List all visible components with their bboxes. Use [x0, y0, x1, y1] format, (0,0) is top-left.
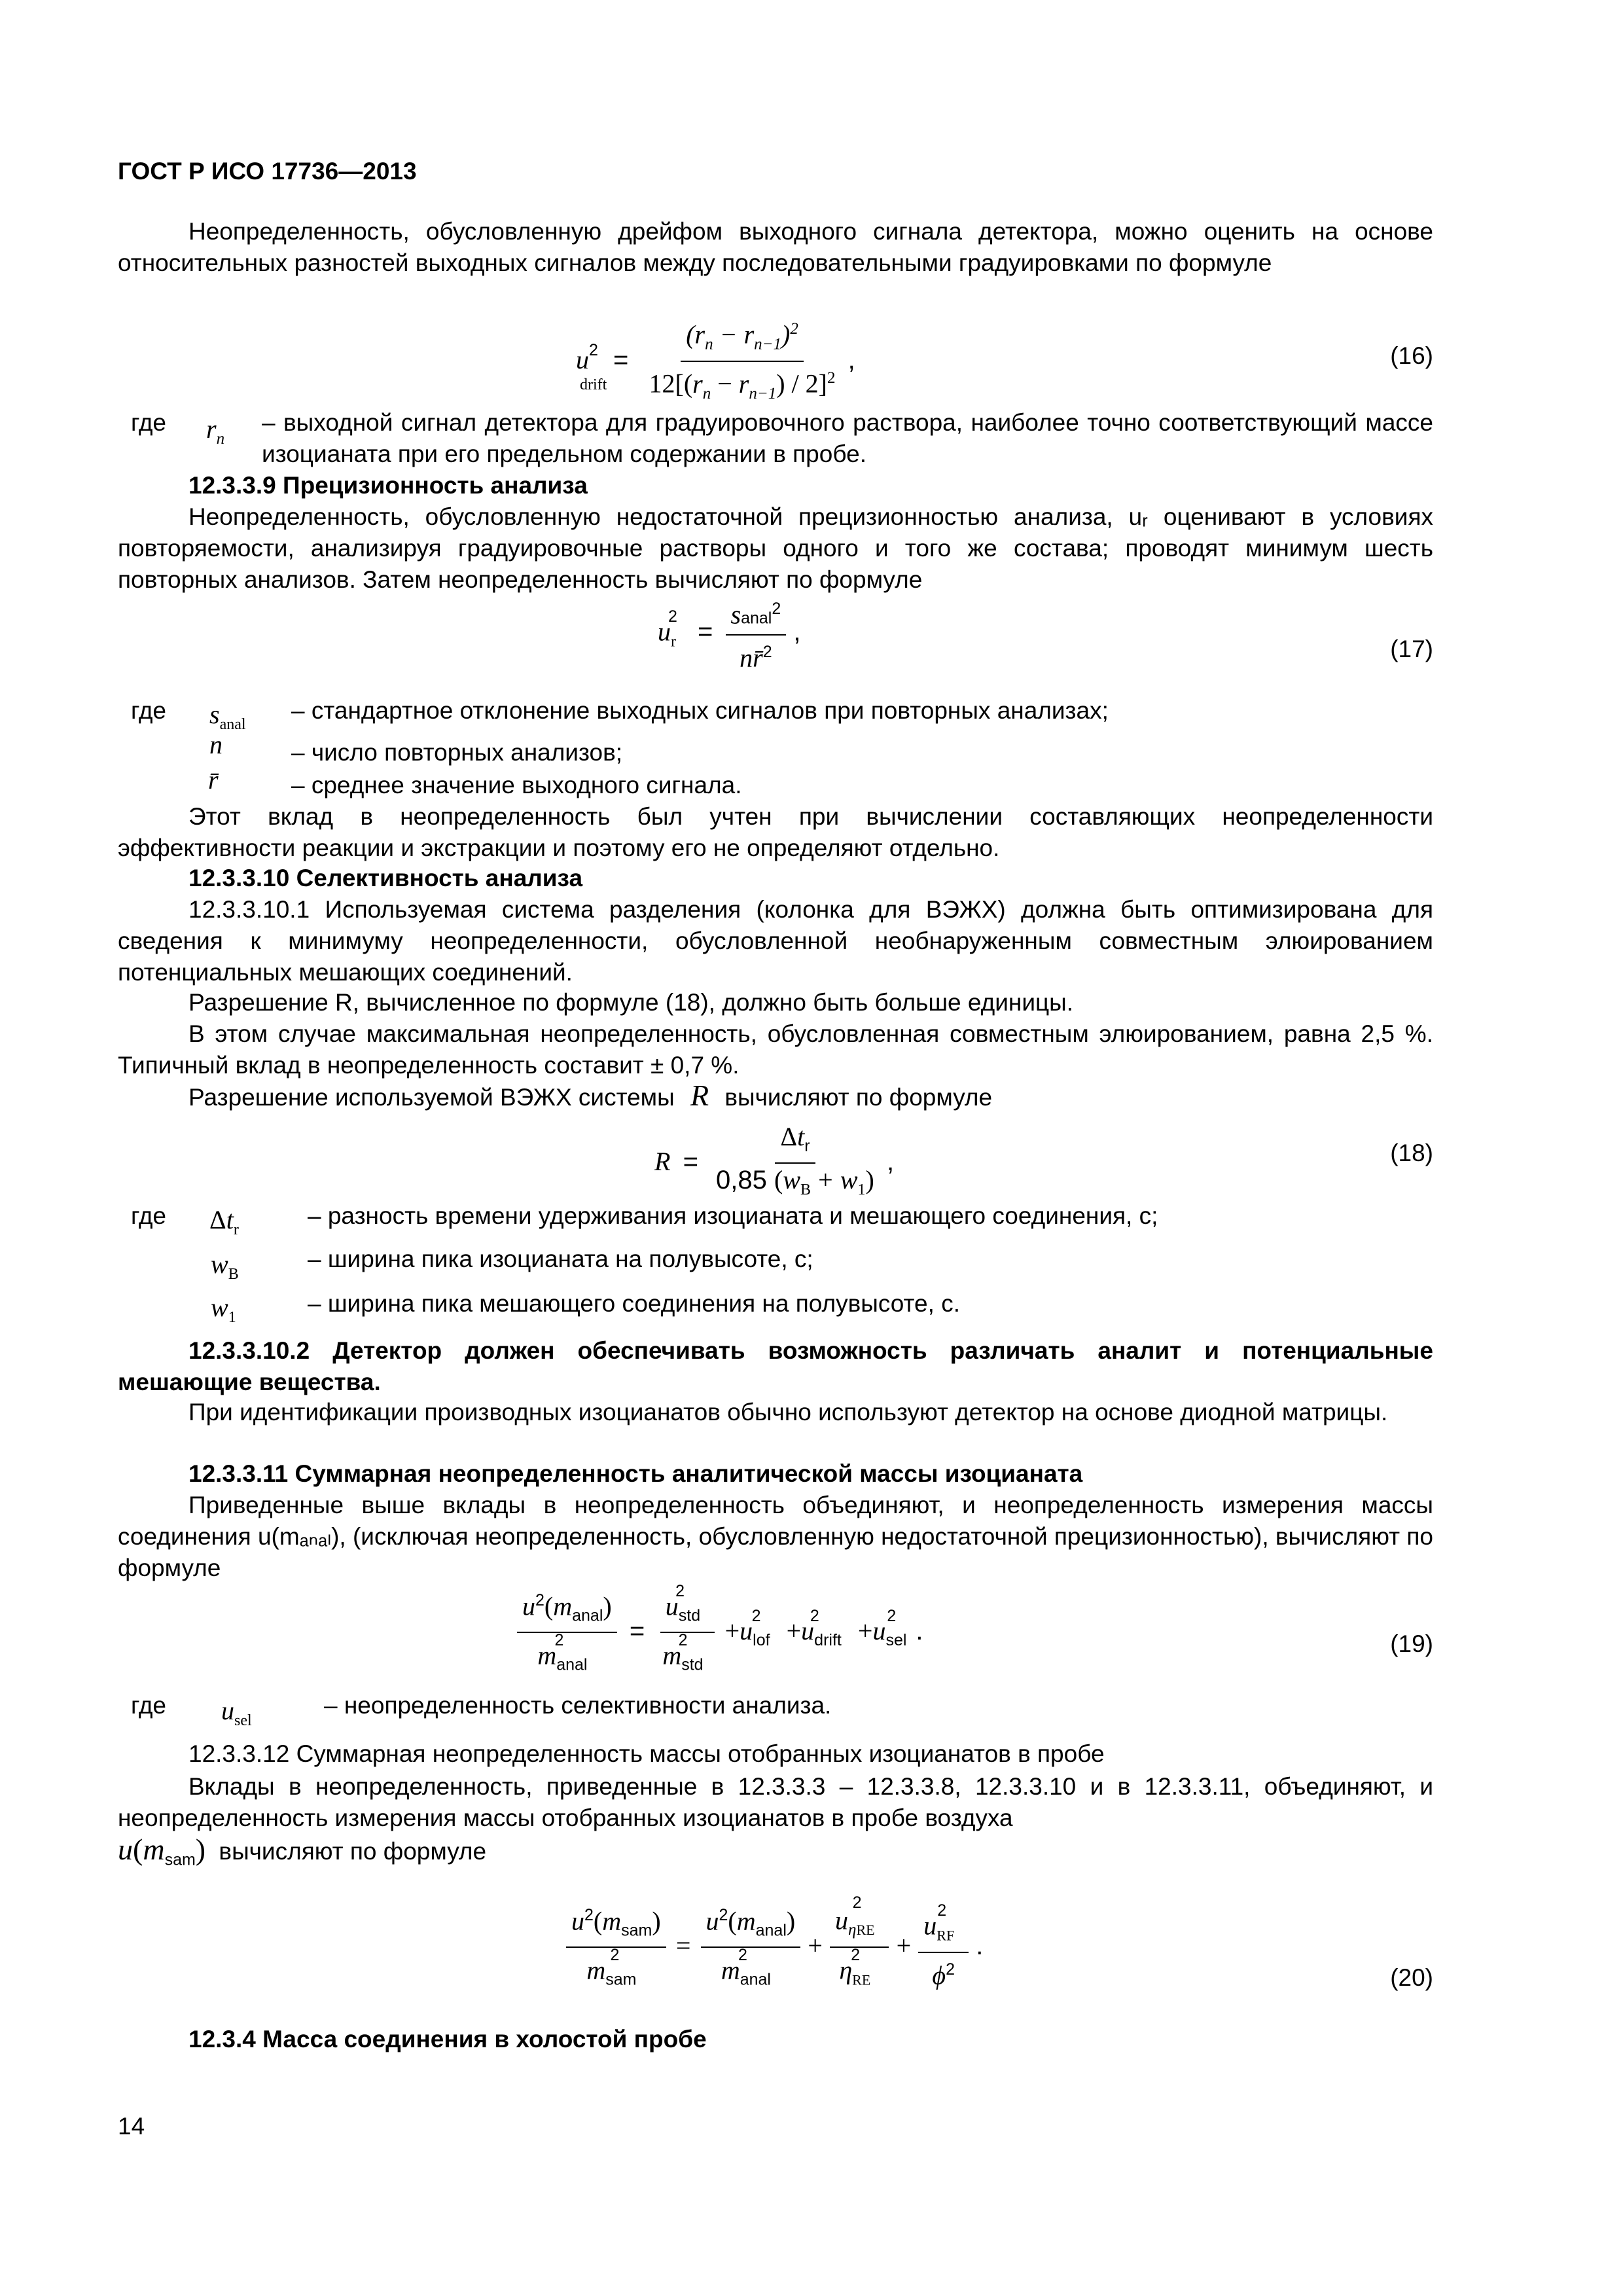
symbol-rn: $r_n$ — [206, 414, 225, 448]
w1-description: – ширина пика мешающего соединения на полувысоте, с. — [308, 1290, 960, 1317]
paragraph-precision: Неопределенность, обусловленную недостаточной прецизионностью анализа, uᵣ оценивают в условиях повторяемости, анализируя градуировочные растворы одного и того же состава; проводят минимум шесть повторных анализов. Затем неопределенность вычисляют по формуле — [118, 503, 1433, 593]
paragraph-combined: Приведенные выше вклады в неопределенность объединяют, и неопределенность измерения массы соединения u(mₐₙₐₗ), (исключая неопределенность, обусловленную недостаточной прецизионностью), вычисляют по формуле — [118, 1492, 1433, 1581]
paragraph-sample-mass: Вклады в неопределенность, приведенные в 12.3.3.3 – 12.3.3.8, 12.3.3.10 и в 12.3.3.11, объединяют, и неопределенность измерения массы отобранных изоцианатов в пробе воздуха — [118, 1773, 1433, 1831]
n-description: – число повторных анализов; — [291, 739, 623, 766]
s-anal-description: – стандартное отклонение выходных сигналов при повторных анализах; — [291, 697, 1109, 724]
page-number: 14 — [118, 2113, 145, 2140]
equation-19-number: (19) — [1390, 1630, 1433, 1657]
symbol-s-anal: $s_{anal}$ — [209, 700, 246, 733]
equation-18: R = $\frac{\Delta t_r}{0,85 (w_B + w_1)}$ , — [654, 1122, 895, 1198]
paragraph-coelution: В этом случае максимальная неопределенность, обусловленная совместным элюированием, равна 2,5 %. Типичный вклад в неопределенность составит ± 0,7 %. — [118, 1020, 1433, 1079]
where-label: где — [131, 409, 167, 436]
heading-12339: 12.3.3.9 Прецизионность анализа — [188, 472, 588, 499]
equation-20: $\frac{u^2(m_{sam})}{m_{sam}^2}$ = $\frac{u^2(m_{anal})}{m_{anal}^2}$ + $\frac{u_{\eta RE}^2}{\eta_{RE}^2}$ + $\frac{u_{RF}^2}{\phi^2}$ . — [566, 1898, 983, 1997]
delta-tr-description: – разность времени удерживания изоцианата и мешающего соединения, с; — [308, 1202, 1158, 1229]
equation-17-number: (17) — [1390, 636, 1433, 662]
where-label-17: где — [131, 697, 167, 724]
paragraph-resolution: Разрешение R, вычисленное по формуле (18), должно быть больше единицы. — [188, 989, 1074, 1016]
heading-1234: 12.3.4 Масса соединения в холостой пробе — [188, 2026, 707, 2053]
paragraph-contribution: Этот вклад в неопределенность был учтен при вычислении составляющих неопределенности эффективности реакции и экстракции и поэтому его не определяют отдельно. — [118, 803, 1433, 861]
symbol-wb: $w_B$ — [211, 1249, 239, 1283]
symbol-n: n — [209, 730, 223, 759]
equation-17: $u_r^2$ = $\frac{sanal^2}{nr̄^2}$ , — [658, 592, 801, 675]
symbol-r-bar: r̄ — [208, 765, 219, 795]
r-bar-description: – среднее значение выходного сигнала. — [291, 772, 742, 798]
paragraph-diode-array: При идентификации производных изоцианатов обычно используют детектор на основе диодной матрицы. — [188, 1399, 1388, 1426]
rn-description: – выходной сигнал детектора для градуировочного раствора, наиболее точно соответствующий массе изоцианата при его предельном содержании в пробе. — [262, 409, 1433, 467]
equation-16: $u^2$ drift = $\frac{(r_n - r_{n-1})^2}{12[(r_n - r_{n-1}) / 2]^2}$ , — [576, 313, 855, 410]
heading-123311: 12.3.3.11 Суммарная неопределенность аналитической массы изоцианата — [188, 1460, 1083, 1487]
paragraph-separation: 12.3.3.10.1 Используемая система разделения (колонка для ВЭЖХ) должна быть оптимизирована для сведения к минимуму неопределенности, обусловленной необнаруженным совместным элюированием потенциальных мешающих соединений. — [118, 896, 1433, 986]
heading-1233102: 12.3.3.10.2 Детектор должен обеспечивать возможность различать аналит и потенциальные мешающие вещества. — [118, 1337, 1433, 1395]
equation-20-number: (20) — [1390, 1964, 1433, 1991]
symbol-delta-tr: $\Delta t_r$ — [209, 1205, 239, 1238]
heading-123312: 12.3.3.12 Суммарная неопределенность массы отобранных изоцианатов в пробе — [188, 1740, 1105, 1767]
paragraph-drift-intro: Неопределенность, обусловленную дрейфом выходного сигнала детектора, можно оценить на основе относительных разностей выходных сигналов между последовательными градуировками по формуле — [118, 218, 1433, 276]
where-label-18: где — [131, 1202, 167, 1229]
equation-18-number: (18) — [1390, 1139, 1433, 1166]
symbol-w1: $w_1$ — [211, 1293, 236, 1326]
u-sel-description: – неопределенность селективности анализа. — [324, 1692, 832, 1719]
symbol-u-sel: $u_{sel}$ — [221, 1696, 252, 1729]
where-label-19: где — [131, 1692, 167, 1719]
wb-description: – ширина пика изоцианата на полувысоте, с; — [308, 1246, 813, 1272]
equation-19: $\frac{u^2(m_{anal})}{m_{anal}^2}$ = $\frac{u_{std}^2}{m_{std}^2}$ $+u_{lof}^2 +u_{drift}^2 +u_{sel}^2$. — [517, 1584, 923, 1681]
equation-16-number: (16) — [1390, 342, 1433, 369]
document-header: ГОСТ Р ИСО 17736—2013 — [118, 158, 417, 185]
paragraph-sample-mass-end: $u(m_{sam})$ вычисляют по формуле — [118, 1833, 487, 1869]
paragraph-resolution-formula: Разрешение используемой ВЭЖХ системы R вычисляют по формуле — [188, 1079, 993, 1112]
heading-123310: 12.3.3.10 Селективность анализа — [188, 865, 583, 891]
